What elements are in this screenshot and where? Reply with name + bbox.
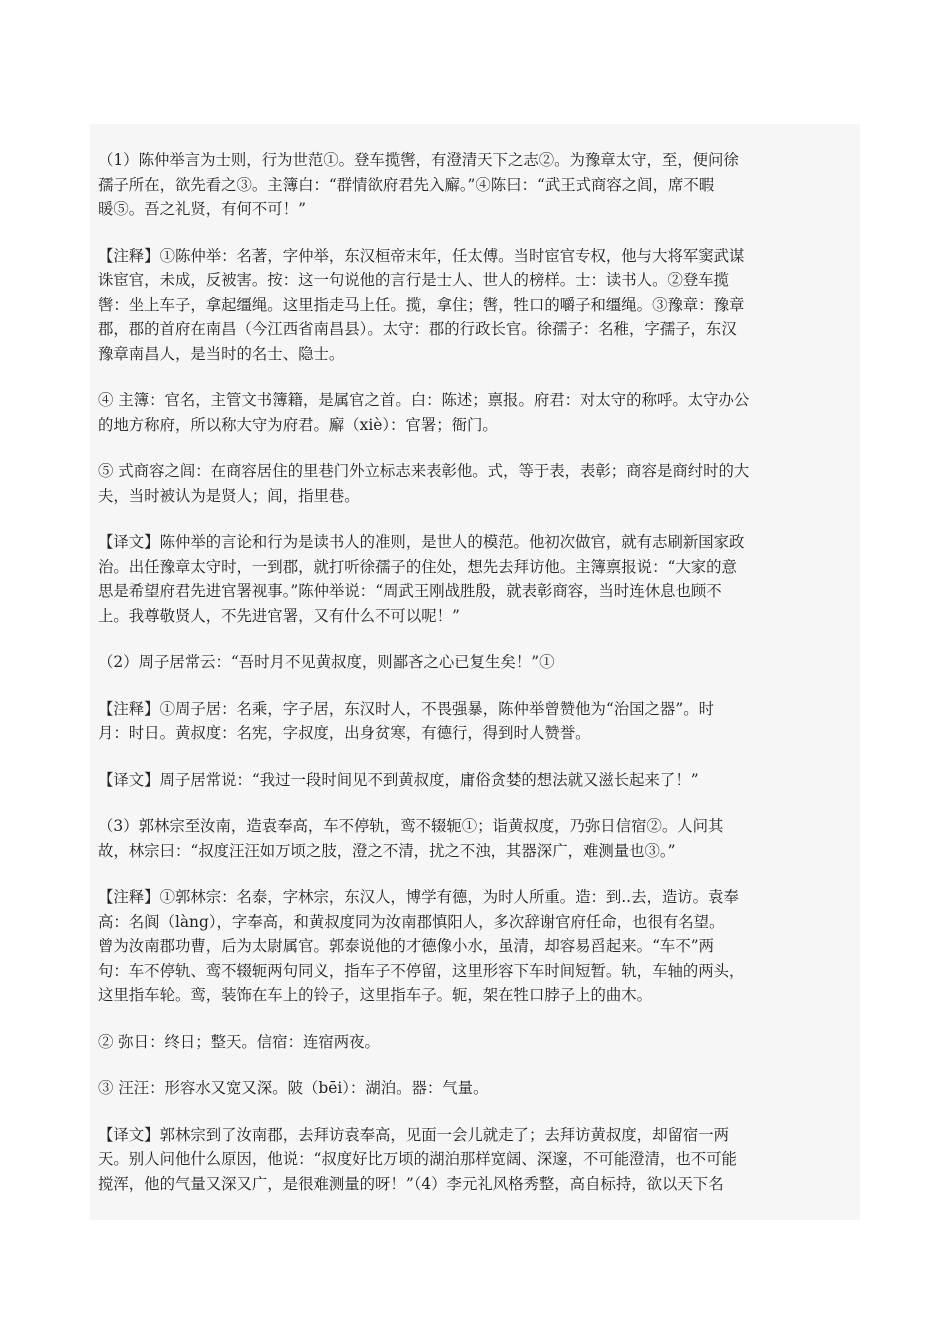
paragraph-3: ④ 主簿：官名，主管文书簿籍，是属官之首。白：陈述；禀报。府君：对太守的称呼。太守办公 的地方称府，所以称大守为府君。廨（xiè）：官署；衙门。 (98, 391, 750, 434)
paragraph-6: （2）周子居常云：“吾时月不见黄叔度，则鄙吝之心已复生矣！”① (98, 653, 555, 671)
paragraph-11: ② 弥日：终日；整天。信宿：连宿两夜。 (98, 1032, 380, 1051)
paragraph-4: ⑤ 式商容之闾：在商容居住的里巷门外立标志来表彰他。式，等于表，表彰；商容是商纣时的大 夫，当时被认为是贤人；闾，指里巷。 (98, 462, 750, 505)
paragraph-5: 【译文】陈仲举的言论和行为是读书人的准则，是世人的模范。他初次做官，就有志刷新国家政 治。出任豫章太守时，一到郡，就打听徐孺子的住处，想先去拜访他。主簿禀报说：“大家的意 思是希望府君先进官署视事。”陈仲举说：“周武王刚战胜殷，就表彰商容，当时连休息也顾不 上。我尊敬贤人，不先进官署，又有什么不可以呢！” (98, 533, 745, 625)
paragraph-1: （1）陈仲举言为士则，行为世范①。登车揽辔，有澄清天下之志②。为豫章太守，至，便问徐 孺子所在，欲先看之③。主簿白：“群情欲府君先入廨。”④陈曰：“武王式商容之闾，席不暇 暖⑤。吾之礼贤，有何不可！” (98, 151, 739, 218)
paragraph-7: 【注释】①周子居：名乘，字子居，东汉时人，不畏强暴，陈仲举曾赞他为“治国之器”。时 月：时日。黄叔度：名宪，字叔度，出身贫寒，有德行，得到时人赞誉。 (98, 699, 714, 742)
paragraph-9: （3）郭林宗至汝南，造袁奉高，车不停轨，鸾不辍轭①；诣黄叔度，乃弥日信宿②。人问其 故，林宗曰：“叔度汪汪如万顷之肢，澄之不清，扰之不浊，其器深广，难测量也③。” (98, 817, 724, 860)
paragraph-2: 【注释】①陈仲举：名著，字仲举，东汉桓帝末年，任太傅。当时宦官专权，他与大将军窦武谋 诛宦官，未成，反被害。按：这一句说他的言行是士人、世人的榜样。士：读书人。②登车揽 辔：坐上车子，拿起缰绳。这里指走马上任。揽，拿住；辔，牲口的嚼子和缰绳。③豫章：豫章 郡，郡的首府在南昌（今江西省南昌县）。太守：郡的行政长官。徐孺子：名稚，字孺子，东汉 豫章南昌人，是当时的名士、隐士。 (98, 246, 745, 363)
paragraph-13: 【译文】郭林宗到了汝南郡，去拜访袁奉高，见面一会儿就走了；去拜访黄叔度，却留宿一两 天。别人问他什么原因，他说：“叔度好比万顷的湖泊那样宽阔、深邃，不可能澄清，也不可能 搅浑，他的气量又深又广，是很难测量的呀！”（4）李元礼风格秀整，高自标持，欲以天下名 (98, 1125, 737, 1193)
document-page (90, 124, 860, 1220)
paragraph-8: 【译文】周子居常说：“我过一段时间见不到黄叔度，庸俗贪婪的想法就又滋长起来了！” (98, 770, 699, 789)
paragraph-12: ③ 汪汪：形容水又宽又深。陂（bēi）：湖泊。器：气量。 (98, 1079, 489, 1097)
paragraph-10: 【注释】①郭林宗：名泰，字林宗，东汉人，博学有德，为时人所重。造：到..去，造访。袁奉 高：名阆（làng），字奉高，和黄叔度同为汝南郡慎阳人，多次辞谢官府任命，也很有名望。 曾为汝南郡功曹，后为太尉属官。郭泰说他的才德像小水，虽清，却容易舀起来。“车不”两 句：车不停轨、鸾不辍轭两句同义，指车子不停留，这里形容下车时间短暂。轨，车轴的两头， 这里指车轮。鸾，装饰在车上的铃子，这里指车子。轭，架在牲口脖子上的曲木。 (98, 888, 745, 1004)
